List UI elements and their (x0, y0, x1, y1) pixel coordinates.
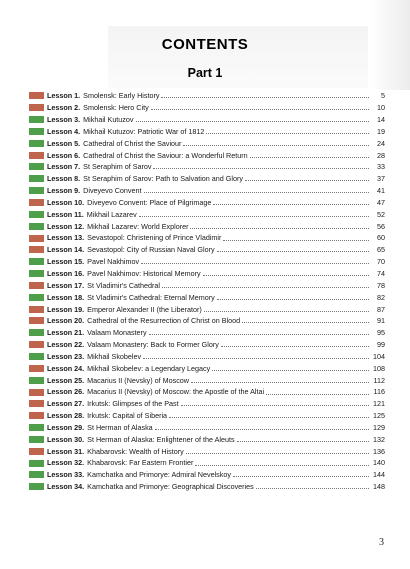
color-marker-icon (29, 104, 44, 111)
lesson-page: 70 (377, 257, 385, 267)
color-marker-icon (29, 436, 44, 443)
toc-entry (29, 481, 385, 493)
color-marker-icon (29, 235, 44, 242)
table-of-contents (29, 90, 385, 493)
lesson-number: Lesson 5. (47, 138, 81, 148)
dot-leader (191, 382, 369, 383)
toc-entry (29, 90, 385, 102)
color-marker-icon (29, 163, 44, 170)
toc-entry (29, 398, 385, 410)
color-marker-icon (29, 306, 44, 313)
lesson-page: 125 (373, 411, 385, 421)
lesson-number: Lesson 29. (47, 422, 85, 432)
lesson-number: Lesson 20. (47, 316, 85, 326)
lesson-page: 56 (377, 221, 385, 231)
lesson-number: Lesson 2. (47, 103, 81, 113)
color-marker-icon (29, 317, 44, 324)
dot-leader (143, 358, 369, 359)
lesson-title: Pavel Nakhimov: Historical Memory (87, 268, 201, 278)
color-marker-icon (29, 246, 44, 253)
dot-leader (217, 251, 369, 252)
dot-leader (217, 299, 369, 300)
dot-leader (149, 334, 369, 335)
color-marker-icon (29, 211, 44, 218)
lesson-page: 14 (377, 115, 385, 124)
toc-entry (29, 351, 385, 363)
dot-leader (162, 287, 369, 288)
lesson-page: 99 (377, 340, 385, 350)
toc-entry (29, 149, 385, 161)
part-heading: Part 1 (187, 66, 223, 80)
lesson-page: 82 (377, 292, 385, 302)
color-marker-icon (29, 187, 44, 194)
toc-entry (29, 185, 385, 197)
color-marker-icon (29, 460, 44, 467)
dot-leader (181, 405, 369, 406)
lesson-number: Lesson 3. (47, 115, 81, 124)
toc-entry (29, 220, 385, 232)
lesson-page: 24 (377, 138, 385, 148)
lesson-page: 47 (377, 197, 385, 207)
toc-entry (29, 374, 385, 386)
color-marker-icon (29, 258, 44, 265)
lesson-title: Sevastopol: City of Russian Naval Glory (87, 245, 215, 255)
lesson-page: 33 (377, 162, 385, 172)
lesson-title: St Seraphim of Sarov (83, 162, 152, 172)
lesson-number: Lesson 7. (47, 162, 81, 172)
lesson-page: 91 (377, 316, 385, 326)
color-marker-icon (29, 92, 44, 99)
lesson-title: Irkutsk: Glimpses of the Past (87, 399, 179, 409)
lesson-title: Cathedral of Christ the Saviour: a Wonderful Return (83, 150, 248, 160)
color-marker-icon (29, 483, 44, 490)
color-marker-icon (29, 400, 44, 407)
lesson-number: Lesson 14. (47, 245, 85, 255)
color-marker-icon (29, 412, 44, 419)
lesson-page: 37 (377, 174, 385, 184)
lesson-number: Lesson 28. (47, 411, 85, 421)
lesson-title: Sevastopol: Christening of Prince Vladimir (87, 233, 222, 243)
lesson-number: Lesson 8. (47, 174, 81, 184)
toc-entry (29, 445, 385, 457)
dot-leader (195, 465, 369, 466)
lesson-title: Valaam Monastery: Back to Former Glory (87, 340, 219, 350)
lesson-number: Lesson 34. (47, 482, 85, 492)
lesson-number: Lesson 11. (47, 209, 84, 219)
lesson-number: Lesson 23. (47, 351, 85, 361)
lesson-page: 41 (377, 186, 385, 196)
dot-leader (256, 488, 369, 489)
dot-leader (204, 311, 369, 312)
color-marker-icon (29, 389, 44, 396)
dot-leader (190, 228, 369, 229)
lesson-title: Diveyevo Convent (83, 186, 142, 196)
toc-entry (29, 268, 385, 280)
lesson-number: Lesson 16. (47, 268, 85, 278)
toc-entry (29, 339, 385, 351)
lesson-title: Pavel Nakhimov (87, 257, 140, 267)
dot-leader (245, 180, 369, 181)
lesson-number: Lesson 18. (47, 292, 85, 302)
lesson-title: Smolensk: Early History (83, 91, 160, 101)
lesson-number: Lesson 32. (47, 458, 85, 468)
lesson-page: 136 (373, 446, 385, 456)
dot-leader (237, 441, 369, 442)
lesson-number: Lesson 26. (47, 387, 85, 397)
color-marker-icon (29, 329, 44, 336)
dot-leader (266, 394, 369, 395)
dot-leader (141, 263, 369, 264)
dot-leader (233, 476, 369, 477)
lesson-page: 116 (373, 387, 385, 397)
lesson-page: 52 (377, 209, 385, 219)
color-marker-icon (29, 424, 44, 431)
toc-entry (29, 362, 385, 374)
lesson-number: Lesson 24. (47, 363, 85, 373)
toc-entry (29, 410, 385, 422)
page-number: 3 (379, 537, 384, 548)
lesson-number: Lesson 15. (47, 257, 85, 267)
lesson-number: Lesson 22. (47, 340, 85, 350)
color-marker-icon (29, 270, 44, 277)
lesson-number: Lesson 33. (47, 470, 85, 480)
toc-entry (29, 457, 385, 469)
color-marker-icon (29, 128, 44, 135)
lesson-page: 108 (373, 363, 385, 373)
lesson-page: 65 (377, 245, 385, 255)
lesson-title: Valaam Monastery (87, 328, 147, 338)
lesson-title: Emperor Alexander II (the Liberator) (87, 304, 202, 314)
lesson-title: Cathedral of the Resurrection of Christ on Blood (87, 316, 241, 326)
lesson-page: 74 (377, 268, 385, 278)
lesson-title: Khabarovsk: Wealth of History (87, 446, 184, 456)
lesson-page: 60 (377, 233, 385, 243)
toc-entry (29, 102, 385, 114)
lesson-number: Lesson 31. (47, 446, 85, 456)
lesson-page: 5 (381, 91, 385, 101)
lesson-page: 104 (373, 351, 385, 361)
toc-entry (29, 327, 385, 339)
lesson-number: Lesson 6. (47, 150, 81, 160)
lesson-title: St Seraphim of Sarov: Path to Salvation and Glory (83, 174, 243, 184)
lesson-number: Lesson 9. (47, 186, 81, 196)
lesson-title: Mikhail Kutuzov (83, 115, 134, 124)
toc-entry (29, 197, 385, 209)
toc-entry (29, 244, 385, 256)
lesson-title: Cathedral of Christ the Saviour (83, 138, 182, 148)
color-marker-icon (29, 152, 44, 159)
lesson-title: Mikhail Skobelev (87, 351, 142, 361)
lesson-page: 19 (377, 126, 385, 136)
color-marker-icon (29, 116, 44, 123)
color-marker-icon (29, 365, 44, 372)
dot-leader (155, 429, 369, 430)
lesson-number: Lesson 19. (47, 304, 85, 314)
lesson-number: Lesson 17. (47, 280, 85, 290)
dot-leader (144, 192, 370, 193)
toc-entry (29, 315, 385, 327)
toc-entry (29, 469, 385, 481)
lesson-page: 144 (373, 470, 385, 480)
color-marker-icon (29, 175, 44, 182)
toc-entry (29, 280, 385, 292)
lesson-title: St Vladimir's Cathedral (87, 280, 161, 290)
lesson-page: 140 (373, 458, 385, 468)
color-marker-icon (29, 377, 44, 384)
dot-leader (221, 346, 369, 347)
color-marker-icon (29, 223, 44, 230)
color-marker-icon (29, 140, 44, 147)
lesson-title: Mikhail Lazarev: World Explorer (87, 221, 189, 231)
dot-leader (223, 240, 369, 241)
page-title: CONTENTS (161, 36, 249, 53)
dot-leader (186, 453, 369, 454)
toc-entry (29, 303, 385, 315)
toc-entry (29, 291, 385, 303)
lesson-number: Lesson 21. (47, 328, 85, 338)
lesson-page: 28 (377, 150, 385, 160)
lesson-number: Lesson 27. (47, 399, 85, 409)
lesson-number: Lesson 4. (47, 126, 81, 136)
toc-entry (29, 422, 385, 434)
dot-leader (250, 157, 369, 158)
lesson-number: Lesson 1. (47, 91, 81, 101)
lesson-title: Kamchatka and Primorye: Admiral Nevelskoy (87, 470, 231, 480)
dot-leader (206, 133, 369, 134)
lesson-title: Mikhail Skobelev: a Legendary Legacy (87, 363, 211, 373)
dot-leader (213, 204, 369, 205)
toc-entry (29, 114, 385, 126)
lesson-page: 148 (373, 482, 385, 492)
lesson-title: Mikhail Kutuzov: Patriotic War of 1812 (83, 126, 205, 136)
dot-leader (153, 168, 369, 169)
toc-entry (29, 386, 385, 398)
lesson-title: Mikhail Lazarev (86, 209, 137, 219)
lesson-page: 121 (373, 399, 385, 409)
lesson-title: St Herman of Alaska: Enlightener of the Aleuts (87, 434, 235, 444)
color-marker-icon (29, 282, 44, 289)
lesson-number: Lesson 10. (47, 197, 85, 207)
lesson-title: Smolensk: Hero City (83, 103, 149, 113)
lesson-title: Macarius II (Nevsky) of Moscow: the Apostle of the Altai (87, 387, 265, 397)
color-marker-icon (29, 199, 44, 206)
lesson-page: 95 (377, 328, 385, 338)
lesson-title: St Vladimir's Cathedral: Eternal Memory (87, 292, 215, 302)
dot-leader (169, 417, 369, 418)
toc-entry (29, 173, 385, 185)
lesson-number: Lesson 12. (47, 221, 85, 231)
lesson-title: Khabarovsk: Far Eastern Frontier (87, 458, 194, 468)
lesson-page: 132 (373, 434, 385, 444)
color-marker-icon (29, 353, 44, 360)
toc-entry (29, 137, 385, 149)
toc-entry (29, 208, 385, 220)
color-marker-icon (29, 341, 44, 348)
dot-leader (242, 322, 369, 323)
dot-leader (212, 370, 369, 371)
toc-entry (29, 256, 385, 268)
lesson-title: Kamchatka and Primorye: Geographical Discoveries (87, 482, 254, 492)
lesson-title: Diveyevo Convent: Place of Pilgrimage (87, 197, 212, 207)
dot-leader (139, 216, 369, 217)
color-marker-icon (29, 448, 44, 455)
lesson-page: 87 (377, 304, 385, 314)
toc-entry (29, 161, 385, 173)
lesson-title: Macarius II (Nevsky) of Moscow (87, 375, 189, 385)
toc-entry (29, 433, 385, 445)
lesson-page: 112 (373, 375, 385, 385)
lesson-number: Lesson 25. (47, 375, 85, 385)
lesson-number: Lesson 30. (47, 434, 85, 444)
dot-leader (161, 97, 369, 98)
color-marker-icon (29, 471, 44, 478)
dot-leader (151, 109, 369, 110)
lesson-page: 78 (377, 280, 385, 290)
color-marker-icon (29, 294, 44, 301)
toc-entry (29, 126, 385, 138)
lesson-number: Lesson 13. (47, 233, 85, 243)
dot-leader (183, 145, 369, 146)
lesson-page: 10 (377, 103, 385, 113)
lesson-title: Irkutsk: Capital of Siberia (87, 411, 168, 421)
lesson-page: 129 (373, 422, 385, 432)
lesson-title: St Herman of Alaska (87, 422, 153, 432)
dot-leader (203, 275, 369, 276)
toc-entry (29, 232, 385, 244)
dot-leader (136, 121, 370, 122)
